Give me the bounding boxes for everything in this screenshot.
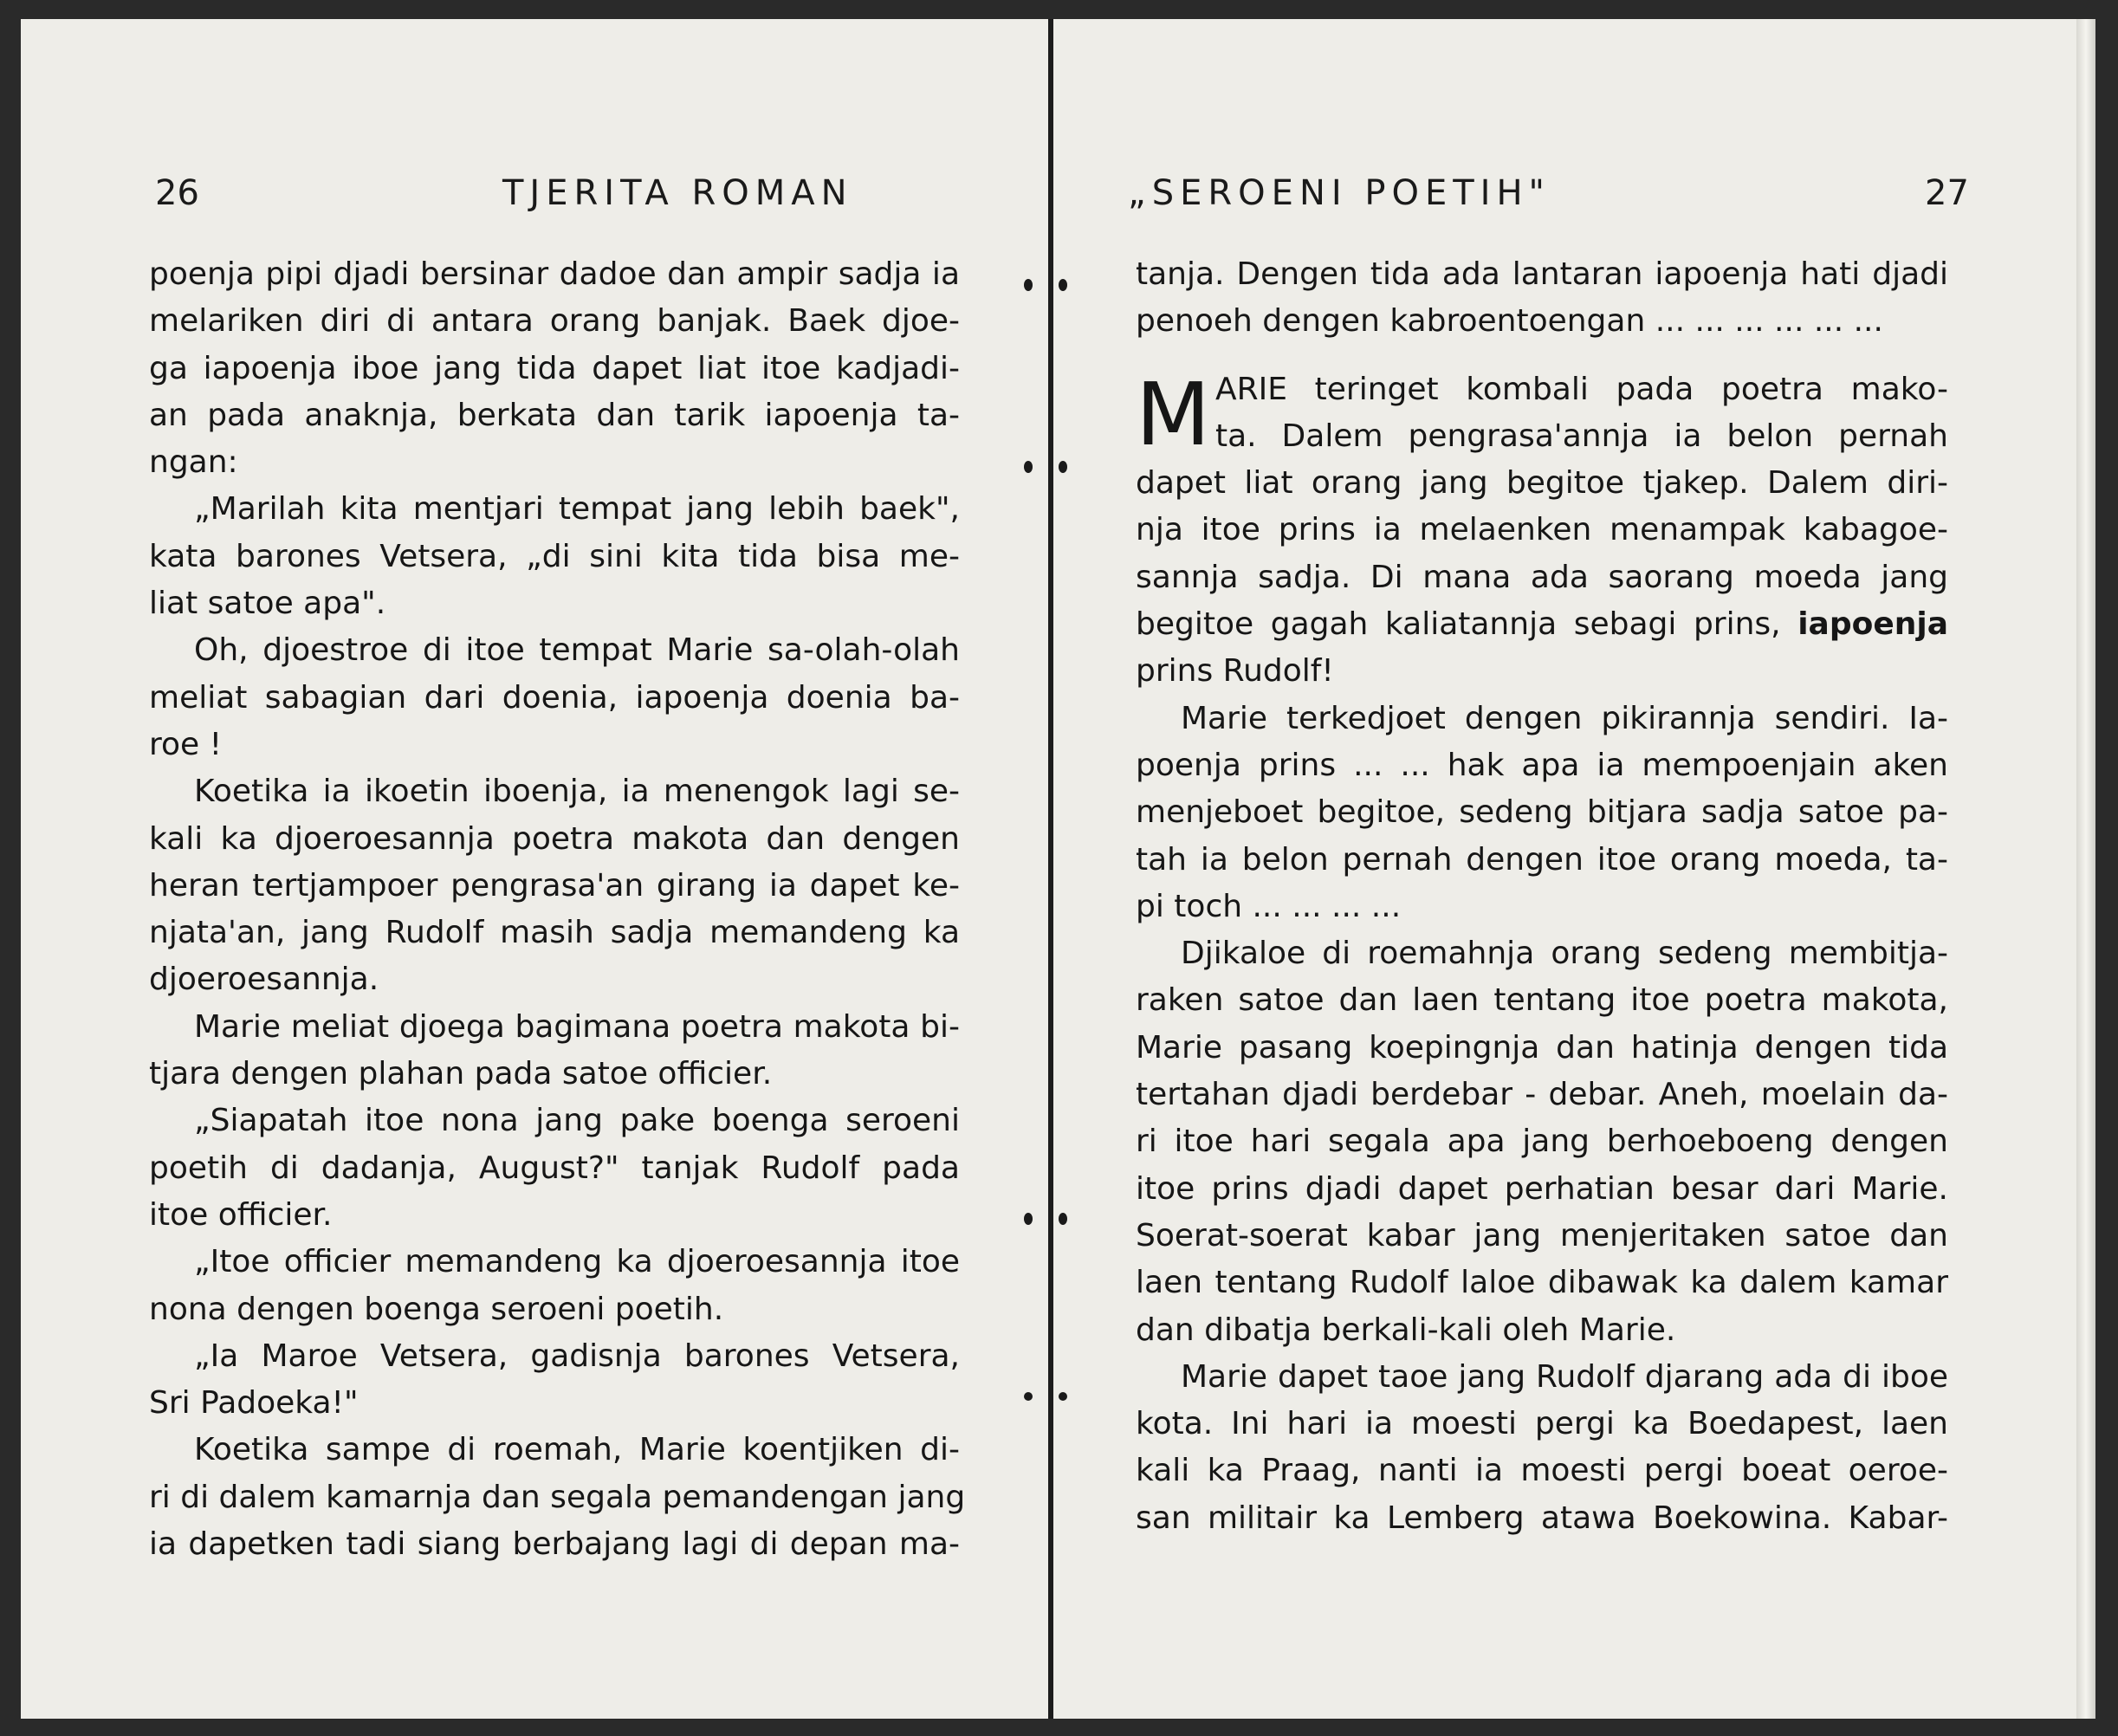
text-line-prefix: begitoe gagah kaliatannja sebagi prins, <box>1136 606 1781 643</box>
text-line: raken satoe dan laen tentang itoe poetra makota, <box>1136 982 1948 1019</box>
binding-dot <box>1059 461 1067 473</box>
binding-dot <box>1059 279 1067 291</box>
text-line: ri itoe hari segala apa jang berhoeboeng dengen <box>1136 1124 1948 1160</box>
drop-cap-letter: M <box>1136 363 1211 465</box>
text-line: Marie dapet taoe jang Rudolf djarang ada di iboe <box>1181 1358 1948 1395</box>
text-line: laen tentang Rudolf laloe dibawak ka dalem kamar <box>1136 1265 1948 1301</box>
text-line: liat satoe apa". <box>149 586 386 622</box>
text-line: pi toch ... ... ... ... <box>1136 888 1402 924</box>
text-line: tjara dengen plahan pada satoe officier. <box>149 1056 773 1092</box>
text-line: poenja prins ... ... hak apa ia mempoenjain aken <box>1136 747 1948 783</box>
text-line: Djikaloe di roemahnja orang sedeng membitja- <box>1181 936 1948 972</box>
text-line: itoe prins djadi dapet perhatian besar dari Marie. <box>1136 1170 1948 1207</box>
text-line: „Ia Maroe Vetsera, gadisnja barones Vetsera, <box>194 1338 960 1374</box>
text-line: dapet liat orang jang begitoe tjakep. Dalem diri- <box>1136 465 1948 502</box>
text-line: Koetika sampe di roemah, Marie koentjiken di- <box>194 1432 960 1468</box>
text-line: heran tertjampoer pengrasa'an girang ia dapet ke- <box>149 867 960 904</box>
paragraph-gap <box>1136 346 1948 366</box>
text-line: Marie terkedjoet dengen pikirannja sendiri. Ia- <box>1181 700 1948 736</box>
book-spread <box>21 19 2095 1719</box>
text-line: ri di dalem kamarnja dan segala pemandengan jang <box>149 1479 966 1515</box>
text-line: nona dengen boenga seroeni poetih. <box>149 1291 724 1327</box>
text-line: kota. Ini hari ia moesti pergi ka Boedapest, laen <box>1136 1406 1948 1442</box>
bold-word: iapoenja <box>1797 606 1948 643</box>
text-line: ta. Dalem pengrasa'annja ia belon pernah <box>1215 418 1948 454</box>
text-line: an pada anaknja, berkata dan tarik iapoenja ta- <box>149 397 960 433</box>
text-line: poenja pipi djadi bersinar dadoe dan ampir sadja ia <box>149 256 960 292</box>
binding-dot <box>1059 1392 1067 1401</box>
text-line: „Siapatah itoe nona jang pake boenga seroeni <box>194 1103 960 1139</box>
text-line: roe ! <box>149 726 223 762</box>
text-line: tah ia belon pernah dengen itoe orang moeda, ta- <box>1136 841 1948 878</box>
text-line: tanja. Dengen tida ada lantaran iapoenja hati djadi <box>1136 256 1948 292</box>
binding-dot <box>1024 1392 1033 1401</box>
text-line: melariken diri di antara orang banjak. Baek djoe- <box>149 303 960 340</box>
text-line: poetih di dadanja, August?" tanjak Rudolf pada <box>149 1150 960 1186</box>
text-line: kata barones Vetsera, „di sini kita tida bisa me- <box>149 538 960 574</box>
right-rest-text <box>1136 648 1948 1542</box>
text-line: penoeh dengen kabroentoengan ... ... ... ... ... ... <box>1136 303 1883 340</box>
text-line: Koetika ia ikoetin iboenja, ia menengok lagi se- <box>194 774 960 810</box>
text-line: kali ka djoeroesannja poetra makota dan dengen <box>149 820 960 857</box>
text-line: kali ka Praag, nanti ia moesti pergi boeat oeroe- <box>1136 1453 1948 1489</box>
text-line: njata'an, jang Rudolf masih sadja memandeng ka <box>149 915 960 951</box>
page-edge <box>2076 19 2095 1719</box>
text-line: ARIE teringet kombali pada poetra mako- <box>1215 371 1948 407</box>
text-line: Marie meliat djoega bagimana poetra makota bi- <box>194 1008 960 1045</box>
right-page <box>1053 19 2095 1719</box>
text-line: itoe officier. <box>149 1196 333 1233</box>
text-line: san militair ka Lemberg atawa Boekowina. Kabar- <box>1136 1500 1948 1536</box>
text-line: Sri Padoeka!" <box>149 1385 359 1422</box>
text-line: tertahan djadi berdebar - debar. Aneh, moelain da- <box>1136 1077 1948 1113</box>
text-line: ngan: <box>149 444 238 481</box>
text-line: ia dapetken tadi siang berbajang lagi di depan ma- <box>149 1526 960 1563</box>
text-line: djoeroesannja. <box>149 962 379 998</box>
text-line: prins Rudolf! <box>1136 653 1334 690</box>
text-line: „Itoe officier memandeng ka djoeroesannja itoe <box>194 1244 960 1280</box>
text-line: nja itoe prins ia melaenken menampak kabagoe- <box>1136 512 1948 548</box>
text-line: ga iapoenja iboe jang tida dapet liat itoe kadjadi- <box>149 350 960 386</box>
right-page-number: 27 <box>1925 173 1969 213</box>
text-line: Marie pasang koepingnja dan hatinja dengen tida <box>1136 1029 1948 1066</box>
text-line: meliat sabagian dari doenia, iapoenja doenia ba- <box>149 679 960 716</box>
right-running-title: „SEROENI POETIH" <box>1128 173 1551 213</box>
text-line: dan dibatja berkali-kali oleh Marie. <box>1136 1312 1676 1348</box>
left-running-title: TJERITA ROMAN <box>502 173 853 213</box>
dropcap-paragraph <box>1136 363 1948 465</box>
left-page-number: 26 <box>155 173 199 213</box>
binding-dot <box>1024 279 1033 291</box>
right-body-text <box>1136 251 1948 1542</box>
binding-dot <box>1024 1213 1033 1225</box>
left-body-text <box>149 251 966 1568</box>
text-line: menjeboet begitoe, sedeng bitjara sadja satoe pa- <box>1136 794 1948 831</box>
text-line: sannja sadja. Di mana ada saorang moeda jang <box>1136 559 1948 595</box>
text-line: Oh, djoestroe di itoe tempat Marie sa-olah-olah <box>194 632 960 669</box>
text-line <box>1136 601 1948 648</box>
left-page <box>21 19 1048 1719</box>
binding-dot <box>1024 461 1033 473</box>
text-line: Soerat-soerat kabar jang menjeritaken satoe dan <box>1136 1217 1948 1253</box>
text-line: „Marilah kita mentjari tempat jang lebih baek", <box>194 491 960 528</box>
binding-dot <box>1059 1213 1067 1225</box>
